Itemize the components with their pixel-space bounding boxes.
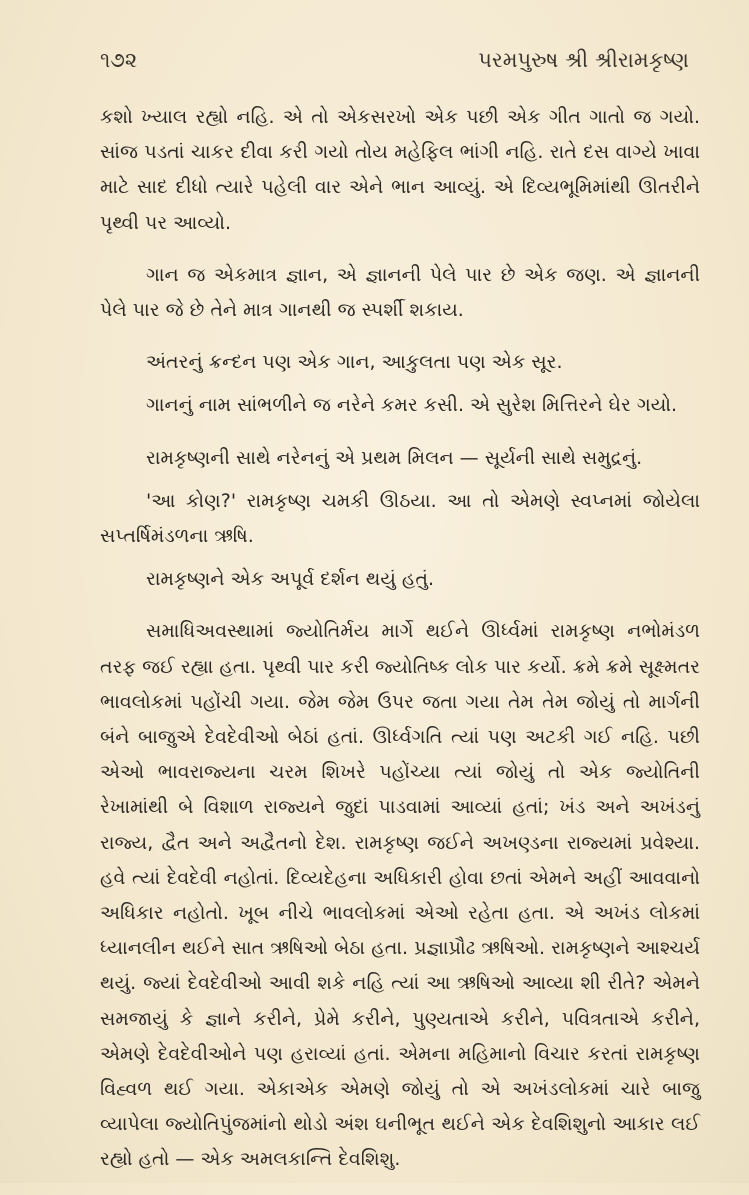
paragraph-4: ગાનનું નામ સાંભળીને જ નરેને કમર કસી. એ સુરેશ મિત્તિરને ઘેર ગયો. bbox=[146, 394, 678, 417]
page-header bbox=[100, 48, 689, 82]
page-number: ૧૭૨ bbox=[100, 48, 138, 72]
paragraph-6: 'આ કોણ?' રામકૃષ્ણ ચમકી ઊઠયા. આ તો એમણે સ્વપ્નમાં જોયેલા સપ્તર્ષિમંડળના ઋષિ. bbox=[100, 489, 700, 548]
paragraph-5: રામકૃષ્ણની સાથે નરેનનું એ પ્રથમ મિલન — સૂર્યની સાથે સમુદ્રનું. bbox=[146, 446, 643, 469]
paragraph-8: સમાધિઅવસ્થામાં જ્યોતિર્મય માર્ગે થઈને ઊર્ધ્વમાં રામકૃષ્ણ નભોમંડળ તરફ જઈ રહ્યા હતા. પૃથ્વી પાર કરી જ્યોતિષ્ક લોક પાર કર્યો. ક્રમે ક્રમે સૂક્ષ્મતર ભાવલોકમાં પહોંચી ગયા. જેમ જેમ ઉપર જતા ગયા તેમ તેમ જોયું તો માર્ગની બંને બાજુએ દેવદેવીઓ બેઠાં હતાં. ઊર્ધ્વગતિ ત્યાં પણ અટકી ગઈ નહિ. પછી એઓ ભાવરાજ્યના ચરમ શિખરે પહોંચ્યા ત્યાં જોયું તો એક જ્યોતિની રેખામાંથી બે વિશાળ રાજ્યને જુદાં પાડવામાં આવ્યાં હતાં; ખંડ અને અખંડનું રાજ્ય, દ્વૈત અને અદ્વૈતનો દેશ. રામકૃષ્ણ જઈને અખણ્ડના રાજ્યમાં પ્રવેશ્યા. હવે ત્યાં દેવદેવી નહોતાં. દિવ્યદેહના અધિકારી હોવા છતાં એમને અહીં આવવાનો અધિકાર નહોતો. ખૂબ નીચે ભાવલોકમાં એઓ રહેતા હતા. એ અખંડ લોકમાં ધ્યાનલીન થઈને સાત ઋષિઓ બેઠા હતા. પ્રજ્ઞાપ્રૌઢ ઋષિઓ. રામકૃષ્ણને આશ્ચર્ય થયું. જ્યાં દેવદેવીઓ આવી શકે નહિ ત્યાં આ ઋષિઓ આવ્યા શી રીતે? એમને સમજાયું કે જ્ઞાને કરીને, પ્રેમે કરીને, પુણ્યતાએ કરીને, પવિત્રતાએ કરીને, એમણે દેવદેવીઓને પણ હરાવ્યાં હતાં. એમના મહિમાનો વિચાર કરતાં રામકૃષ્ણ વિહ્વળ થઈ ગયા. એકાએક એમણે જોયું તો એ અખંડલોકમાં ચારે બાજુ વ્યાપેલા જ્યોતિપુંજમાંનો થોડો અંશ ઘનીભૂત થઈને એક દેવશિશુનો આકાર લઈ રહ્યો હતો — એક અમલકાન્તિ દેવશિશુ. bbox=[100, 620, 700, 1171]
paragraph-2: ગાન જ એકમાત્ર જ્ઞાન, એ જ્ઞાનની પેલે પાર છે એક જણ. એ જ્ઞાનની પેલે પાર જે છે તેને માત્ર ગાનથી જ સ્પર્શી શકાય. bbox=[100, 263, 700, 322]
paragraph-1: કશો ખ્યાલ રહ્યો નહિ. એ તો એકસરખો એક પછી એક ગીત ગાતો જ ગયો. સાંજ પડતાં ચાકર દીવા કરી ગયો તોય મહેફિલ ભાંગી નહિ. રાતે દસ વાગ્યે ખાવા માટે સાદ દીધો ત્યારે પહેલી વાર એને ભાન આવ્યું. એ દિવ્યભૂમિમાંથી ઊતરીને પૃથ્વી પર આવ્યો. bbox=[100, 106, 700, 234]
paragraph-3: અંતરનું ક્રન્દન પણ એક ગાન, આકુલતા પણ એક સૂર. bbox=[146, 351, 563, 374]
page-body bbox=[100, 100, 700, 1195]
paragraph-7: રામકૃષ્ણને એક અપૂર્વ દર્શન થયું હતું. bbox=[146, 568, 435, 591]
running-title: પરમપુરુષ શ્રી શ્રીરામકૃષ્ણ bbox=[478, 48, 689, 72]
